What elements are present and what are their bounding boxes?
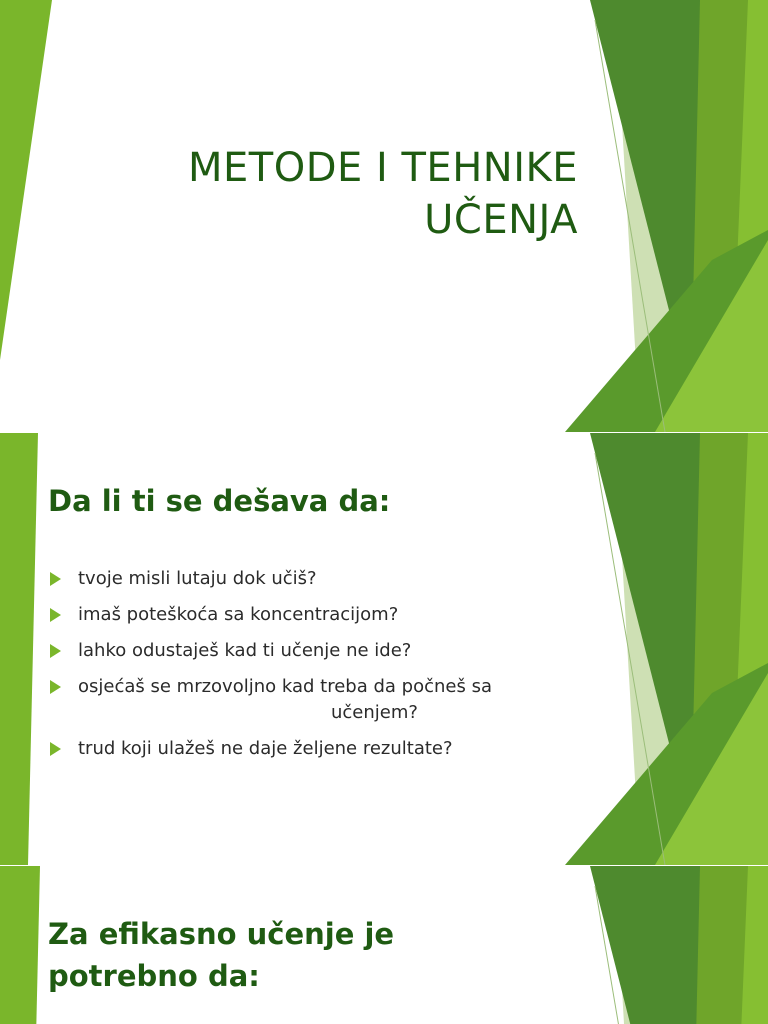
list-item xyxy=(48,736,588,762)
list-item-text: lahko odustaješ kad ti učenje ne ide? xyxy=(78,640,412,661)
slide-title-text: METODE I TEHNIKE UČENJA xyxy=(187,145,578,243)
slide-questions xyxy=(0,433,768,865)
left-green-stripe xyxy=(0,866,40,1024)
bullet-arrow-icon xyxy=(50,608,61,622)
list-item-text: trud koji ulažeš ne daje željene rezultate? xyxy=(78,738,453,759)
slide-heading: Za efikasno učenje je potrebno da: xyxy=(48,917,395,993)
list-item xyxy=(48,602,588,628)
bullet-arrow-icon xyxy=(50,742,61,756)
list-item-text: imaš poteškoća sa koncentracijom? xyxy=(78,604,399,625)
slide-title xyxy=(0,0,768,432)
list-item xyxy=(48,566,588,592)
slide-efficient-learning xyxy=(0,866,768,1024)
bullet-arrow-icon xyxy=(50,644,61,658)
bullet-arrow-icon xyxy=(50,680,61,694)
list-item xyxy=(48,638,588,664)
list-item-continuation: učenjem? xyxy=(331,702,418,723)
left-green-stripe xyxy=(0,0,52,360)
list-item-text: tvoje misli lutaju dok učiš? xyxy=(78,568,317,589)
bullet-arrow-icon xyxy=(50,572,61,586)
slide-heading: Da li ti se dešava da: xyxy=(48,484,391,518)
list-item xyxy=(48,674,588,726)
left-green-stripe xyxy=(0,433,38,865)
bullet-list xyxy=(48,566,588,772)
list-item-text: osjećaš se mrzovoljno kad treba da počneš sa xyxy=(78,676,492,697)
